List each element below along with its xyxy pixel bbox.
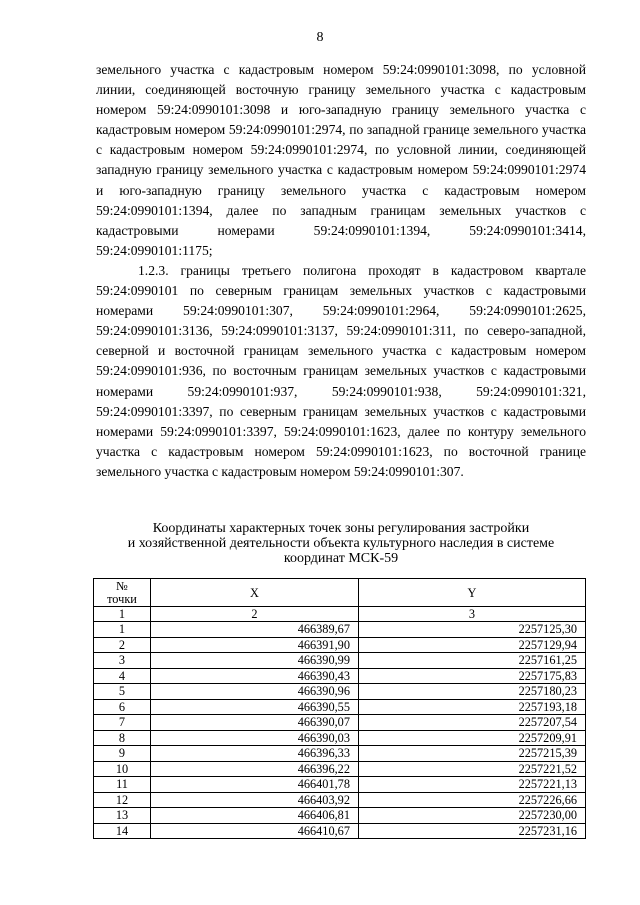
x-coordinate-cell: 466389,67 (151, 622, 359, 638)
x-coordinate-cell: 466401,78 (151, 777, 359, 793)
table-row (94, 808, 586, 824)
x-coordinate-cell: 466391,90 (151, 637, 359, 653)
x-coordinate-cell: 466390,03 (151, 730, 359, 746)
coordinates-heading-line: координат МСК-59 (283, 551, 399, 566)
page-number: 8 (316, 30, 324, 45)
header-x: X (151, 579, 359, 607)
table-row (94, 761, 586, 777)
point-number-cell: 10 (94, 761, 151, 777)
coordinates-table (93, 578, 586, 839)
x-coordinate-cell: 466396,33 (151, 746, 359, 762)
header-num-symbol: № (116, 578, 128, 593)
y-coordinate-cell: 2257180,23 (358, 684, 585, 700)
y-coordinate-cell: 2257221,13 (358, 777, 585, 793)
header-num-word: точки (107, 591, 137, 606)
header-point-number (94, 579, 151, 607)
table-row (94, 746, 586, 762)
x-coordinate-cell: 466390,99 (151, 653, 359, 669)
document-body (96, 60, 586, 482)
coordinates-heading-line: Координаты характерных точек зоны регулирования застройки (152, 521, 530, 536)
y-coordinate-cell: 2257207,54 (358, 715, 585, 731)
point-number-cell: 2 (94, 637, 151, 653)
point-number-cell: 1 (94, 622, 151, 638)
table-row (94, 730, 586, 746)
index-cell: 1 (94, 607, 151, 622)
y-coordinate-cell: 2257125,30 (358, 622, 585, 638)
y-coordinate-cell: 2257231,16 (358, 823, 585, 839)
point-number-cell: 5 (94, 684, 151, 700)
point-number-cell: 6 (94, 699, 151, 715)
table-row (94, 668, 586, 684)
coordinates-heading (96, 521, 586, 566)
y-coordinate-cell: 2257221,52 (358, 761, 585, 777)
table-index-row (94, 607, 586, 622)
table-row (94, 637, 586, 653)
table-row (94, 715, 586, 731)
index-cell: 2 (151, 607, 359, 622)
x-coordinate-cell: 466396,22 (151, 761, 359, 777)
x-coordinate-cell: 466390,96 (151, 684, 359, 700)
point-number-cell: 7 (94, 715, 151, 731)
point-number-cell: 8 (94, 730, 151, 746)
point-number-cell: 11 (94, 777, 151, 793)
index-cell: 3 (358, 607, 585, 622)
y-coordinate-cell: 2257193,18 (358, 699, 585, 715)
table-row (94, 699, 586, 715)
table-row (94, 684, 586, 700)
table-row (94, 622, 586, 638)
y-coordinate-cell: 2257230,00 (358, 808, 585, 824)
x-coordinate-cell: 466390,43 (151, 668, 359, 684)
paragraph-third-polygon: 1.2.3. границы третьего полигона проходят в кадастровом квартале 59:24:0990101 по северным границам земельных участков с кадастровыми номерами 59:24:0990101:307, 59:24:0990101:2964, 59:24:0990101:2625, 59:24:0990101:3136, 59:24:0990101:3137, 59:24:0990101:311, по северо-западной, северной и восточной границам земельного участка с кадастровым номером 59:24:0990101:936, по восточным границам земельных участков с кадастровыми номерами 59:24:0990101:937, 59:24:0990101:938, 59:24:0990101:321, 59:24:0990101:3397, по северным границам земельных участков с кадастровыми номерами 59:24:0990101:3397, 59:24:0990101:1623, далее по контуру земельного участка с кадастровым номером 59:24:0990101:1623, по восточной границе земельного участка с кадастровым номером 59:24:0990101:307. (96, 262, 586, 479)
x-coordinate-cell: 466403,92 (151, 792, 359, 808)
y-coordinate-cell: 2257175,83 (358, 668, 585, 684)
y-coordinate-cell: 2257215,39 (358, 746, 585, 762)
x-coordinate-cell: 466390,55 (151, 699, 359, 715)
table-row (94, 823, 586, 839)
coordinates-heading-line: и хозяйственной деятельности объекта культурного наследия в системе (127, 536, 555, 551)
table-row (94, 777, 586, 793)
point-number-cell: 13 (94, 808, 151, 824)
table-body (94, 622, 586, 839)
table-row (94, 792, 586, 808)
y-coordinate-cell: 2257129,94 (358, 637, 585, 653)
x-coordinate-cell: 466390,07 (151, 715, 359, 731)
table-header-row (94, 579, 586, 607)
point-number-cell: 4 (94, 668, 151, 684)
x-coordinate-cell: 466406,81 (151, 808, 359, 824)
point-number-cell: 9 (94, 746, 151, 762)
paragraph-continuation: земельного участка с кадастровым номером 59:24:0990101:3098, по условной линии, соединяющей восточную границу земельного участка с кадастровым номером 59:24:0990101:3098 и юго-западную границу земельного участка с кадастровым номером 59:24:0990101:2974, по западной границе земельного участка с кадастровым номером 59:24:0990101:2974, по условной линии, соединяющей западную границу земельного участка с кадастровым номером 59:24:0990101:2974 и юго-западную границу земельного участка с кадастровым номером 59:24:0990101:1394, далее по западным границам земельных участков с кадастровыми номерами 59:24:0990101:1394, 59:24:0990101:3414, 59:24:0990101:1175; (96, 62, 586, 258)
point-number-cell: 14 (94, 823, 151, 839)
table-row (94, 653, 586, 669)
y-coordinate-cell: 2257226,66 (358, 792, 585, 808)
header-y: Y (358, 579, 585, 607)
y-coordinate-cell: 2257161,25 (358, 653, 585, 669)
point-number-cell: 12 (94, 792, 151, 808)
x-coordinate-cell: 466410,67 (151, 823, 359, 839)
point-number-cell: 3 (94, 653, 151, 669)
y-coordinate-cell: 2257209,91 (358, 730, 585, 746)
